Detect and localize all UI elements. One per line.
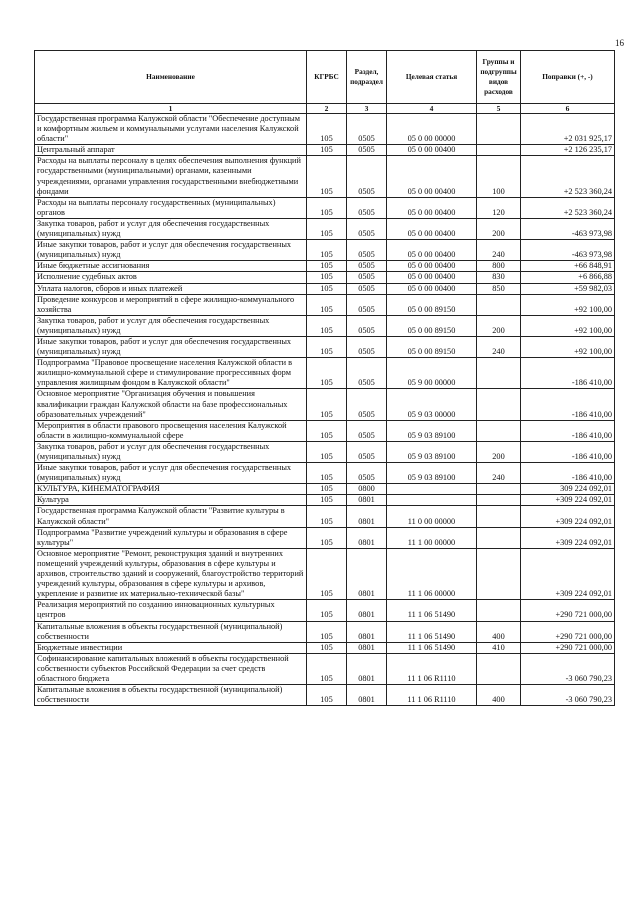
- cell-amendment: +309 224 092,01: [521, 506, 615, 527]
- cell-section: 0801: [347, 685, 387, 706]
- table-row: [35, 389, 615, 420]
- cell-kgrbs: 105: [307, 548, 347, 599]
- cell-expense-group: 100: [477, 156, 521, 197]
- cell-kgrbs: 105: [307, 653, 347, 684]
- table-row: [35, 621, 615, 642]
- cell-amendment: -3 060 790,23: [521, 653, 615, 684]
- cell-amendment: +290 721 000,00: [521, 642, 615, 653]
- cell-section: 0801: [347, 548, 387, 599]
- table-row: [35, 495, 615, 506]
- cell-amendment: +2 126 235,17: [521, 145, 615, 156]
- cell-target-article: 05 9 00 00000: [387, 358, 477, 389]
- table-row: [35, 506, 615, 527]
- cell-target-article: 11 1 06 R1110: [387, 653, 477, 684]
- cell-name: Закупка товаров, работ и услуг для обеспечения государственных (муниципальных) нужд: [35, 315, 307, 336]
- cell-amendment: -186 410,00: [521, 463, 615, 484]
- column-number: 1: [35, 104, 307, 114]
- header-section: Раздел, подраздел: [347, 51, 387, 104]
- cell-name: Государственная программа Калужской области "Обеспечение доступным и комфортным жильем и коммунальными услугами населения Калужской области": [35, 114, 307, 145]
- table-row: [35, 600, 615, 621]
- table-row: [35, 272, 615, 283]
- cell-target-article: 05 0 00 89150: [387, 315, 477, 336]
- cell-expense-group: 830: [477, 272, 521, 283]
- column-number: 4: [387, 104, 477, 114]
- cell-target-article: 05 0 00 00400: [387, 156, 477, 197]
- cell-name: Иные закупки товаров, работ и услуг для обеспечения государственных (муниципальных) нужд: [35, 463, 307, 484]
- cell-name: Основное мероприятие "Ремонт, реконструкция зданий и внутренних помещений учреждений культуры, образования в сфере культуры и архивов, строительство зданий и сооружений, благоустройство территорий учреждений культуры, образования в сфере культуры и архивов, укрепление и развитие их материально-технической базы": [35, 548, 307, 599]
- cell-target-article: [387, 484, 477, 495]
- cell-amendment: -186 410,00: [521, 389, 615, 420]
- cell-expense-group: [477, 145, 521, 156]
- cell-name: Капитальные вложения в объекты государственной (муниципальной) собственности: [35, 685, 307, 706]
- cell-target-article: 11 1 06 51490: [387, 600, 477, 621]
- cell-name: Основное мероприятие "Организация обучения и повышения квалификации граждан Калужской области на базе профессиональных образовательных учреждений": [35, 389, 307, 420]
- cell-target-article: 11 1 00 00000: [387, 527, 477, 548]
- cell-expense-group: [477, 484, 521, 495]
- cell-target-article: [387, 495, 477, 506]
- cell-section: 0801: [347, 600, 387, 621]
- cell-expense-group: 400: [477, 621, 521, 642]
- cell-name: Исполнение судебных актов: [35, 272, 307, 283]
- cell-amendment: +309 224 092,01: [521, 548, 615, 599]
- table-row: [35, 653, 615, 684]
- cell-amendment: +92 100,00: [521, 315, 615, 336]
- cell-amendment: +309 224 092,01: [521, 527, 615, 548]
- cell-kgrbs: 105: [307, 600, 347, 621]
- table-row: [35, 527, 615, 548]
- cell-name: Капитальные вложения в объекты государственной (муниципальной) собственности: [35, 621, 307, 642]
- cell-section: 0505: [347, 272, 387, 283]
- cell-expense-group: 410: [477, 642, 521, 653]
- cell-name: Подпрограмма "Правовое просвещение населения Калужской области в жилищно-коммунальной сфере и стимулирование прогрессивных форм управления жилищным фондом в Калужской области": [35, 358, 307, 389]
- table-row: [35, 261, 615, 272]
- cell-amendment: -186 410,00: [521, 358, 615, 389]
- cell-expense-group: 120: [477, 197, 521, 218]
- cell-section: 0505: [347, 156, 387, 197]
- cell-section: 0800: [347, 484, 387, 495]
- cell-name: КУЛЬТУРА, КИНЕМАТОГРАФИЯ: [35, 484, 307, 495]
- cell-name: Бюджетные инвестиции: [35, 642, 307, 653]
- cell-target-article: 05 0 00 00400: [387, 283, 477, 294]
- cell-section: 0505: [347, 240, 387, 261]
- table-row: [35, 420, 615, 441]
- cell-kgrbs: 105: [307, 495, 347, 506]
- cell-amendment: +2 031 925,17: [521, 114, 615, 145]
- cell-target-article: 11 1 06 R1110: [387, 685, 477, 706]
- cell-target-article: 05 0 00 00400: [387, 261, 477, 272]
- cell-expense-group: [477, 114, 521, 145]
- cell-kgrbs: 105: [307, 114, 347, 145]
- cell-section: 0505: [347, 358, 387, 389]
- cell-target-article: 05 9 03 89100: [387, 441, 477, 462]
- cell-section: 0505: [347, 114, 387, 145]
- cell-amendment: -463 973,98: [521, 218, 615, 239]
- cell-expense-group: 800: [477, 261, 521, 272]
- cell-section: 0801: [347, 642, 387, 653]
- cell-expense-group: 200: [477, 315, 521, 336]
- cell-kgrbs: 105: [307, 283, 347, 294]
- cell-name: Расходы на выплаты персоналу в целях обеспечения выполнения функций государственными (муниципальными) органами, казенными учреждениями, органами управления государственными внебюджетными фондами: [35, 156, 307, 197]
- table-row: [35, 218, 615, 239]
- cell-section: 0505: [347, 441, 387, 462]
- cell-target-article: 05 0 00 00000: [387, 114, 477, 145]
- cell-kgrbs: 105: [307, 197, 347, 218]
- table-row: [35, 548, 615, 599]
- cell-expense-group: [477, 389, 521, 420]
- cell-name: Иные бюджетные ассигнования: [35, 261, 307, 272]
- page-number: 16: [615, 38, 624, 48]
- cell-amendment: +92 100,00: [521, 294, 615, 315]
- cell-name: Иные закупки товаров, работ и услуг для обеспечения государственных (муниципальных) нужд: [35, 336, 307, 357]
- cell-kgrbs: 105: [307, 336, 347, 357]
- cell-expense-group: 400: [477, 685, 521, 706]
- cell-amendment: -186 410,00: [521, 420, 615, 441]
- table-row: [35, 315, 615, 336]
- cell-kgrbs: 105: [307, 240, 347, 261]
- cell-name: Проведение конкурсов и мероприятий в сфере жилищно-коммунального хозяйства: [35, 294, 307, 315]
- cell-kgrbs: 105: [307, 272, 347, 283]
- cell-section: 0505: [347, 218, 387, 239]
- cell-section: 0505: [347, 294, 387, 315]
- cell-target-article: 05 0 00 89150: [387, 336, 477, 357]
- header-amendments: Поправки (+, -): [521, 51, 615, 104]
- column-number: 2: [307, 104, 347, 114]
- cell-target-article: 05 0 00 00400: [387, 272, 477, 283]
- cell-expense-group: [477, 495, 521, 506]
- cell-section: 0505: [347, 197, 387, 218]
- cell-amendment: +309 224 092,01: [521, 495, 615, 506]
- cell-name: Культура: [35, 495, 307, 506]
- cell-expense-group: [477, 527, 521, 548]
- table-row: [35, 156, 615, 197]
- table-row: [35, 145, 615, 156]
- cell-expense-group: [477, 294, 521, 315]
- cell-kgrbs: 105: [307, 389, 347, 420]
- cell-target-article: 05 9 03 89100: [387, 420, 477, 441]
- cell-target-article: 05 0 00 00400: [387, 197, 477, 218]
- cell-amendment: +6 866,88: [521, 272, 615, 283]
- cell-expense-group: 240: [477, 240, 521, 261]
- cell-kgrbs: 105: [307, 315, 347, 336]
- cell-amendment: +2 523 360,24: [521, 156, 615, 197]
- cell-name: Закупка товаров, работ и услуг для обеспечения государственных (муниципальных) нужд: [35, 441, 307, 462]
- cell-section: 0801: [347, 621, 387, 642]
- cell-section: 0505: [347, 336, 387, 357]
- cell-section: 0801: [347, 495, 387, 506]
- cell-target-article: 05 9 03 00000: [387, 389, 477, 420]
- cell-amendment: 309 224 092,01: [521, 484, 615, 495]
- cell-name: Иные закупки товаров, работ и услуг для обеспечения государственных (муниципальных) нужд: [35, 240, 307, 261]
- budget-amendments-table: [34, 50, 615, 706]
- cell-name: Расходы на выплаты персоналу государственных (муниципальных) органов: [35, 197, 307, 218]
- cell-expense-group: 200: [477, 441, 521, 462]
- cell-kgrbs: 105: [307, 621, 347, 642]
- table-row: [35, 358, 615, 389]
- table-row: [35, 294, 615, 315]
- cell-kgrbs: 105: [307, 642, 347, 653]
- cell-section: 0505: [347, 283, 387, 294]
- header-target-article: Целевая статья: [387, 51, 477, 104]
- cell-section: 0505: [347, 389, 387, 420]
- header-expense-group: Группы и подгруппы видов расходов: [477, 51, 521, 104]
- table-header-row: [35, 51, 615, 104]
- cell-target-article: 11 1 06 51490: [387, 642, 477, 653]
- cell-amendment: +290 721 000,00: [521, 621, 615, 642]
- cell-kgrbs: 105: [307, 294, 347, 315]
- cell-name: Реализация мероприятий по созданию инновационных культурных центров: [35, 600, 307, 621]
- table-row: [35, 463, 615, 484]
- cell-section: 0505: [347, 420, 387, 441]
- cell-name: Мероприятия в области правового просвещения населения Калужской области в жилищно-коммунальной сфере: [35, 420, 307, 441]
- cell-target-article: 05 0 00 00400: [387, 240, 477, 261]
- cell-name: Подпрограмма "Развитие учреждений культуры и образования в сфере культуры": [35, 527, 307, 548]
- cell-target-article: 05 0 00 00400: [387, 218, 477, 239]
- table-row: [35, 484, 615, 495]
- cell-amendment: +59 982,03: [521, 283, 615, 294]
- table-body: [35, 114, 615, 706]
- cell-expense-group: [477, 358, 521, 389]
- cell-section: 0505: [347, 315, 387, 336]
- table-row: [35, 283, 615, 294]
- cell-name: Уплата налогов, сборов и иных платежей: [35, 283, 307, 294]
- cell-section: 0505: [347, 463, 387, 484]
- cell-kgrbs: 105: [307, 358, 347, 389]
- cell-section: 0801: [347, 527, 387, 548]
- cell-target-article: 05 9 03 89100: [387, 463, 477, 484]
- table-row: [35, 642, 615, 653]
- cell-kgrbs: 105: [307, 527, 347, 548]
- cell-name: Софинансирование капитальных вложений в объекты государственной собственности субъектов Российской Федерации за счет средств областного бюджета: [35, 653, 307, 684]
- cell-kgrbs: 105: [307, 506, 347, 527]
- cell-kgrbs: 105: [307, 463, 347, 484]
- cell-amendment: -3 060 790,23: [521, 685, 615, 706]
- table-row: [35, 441, 615, 462]
- table-row: [35, 240, 615, 261]
- cell-kgrbs: 105: [307, 441, 347, 462]
- cell-target-article: 11 1 06 00000: [387, 548, 477, 599]
- column-number: 3: [347, 104, 387, 114]
- table-row: [35, 336, 615, 357]
- cell-expense-group: 240: [477, 463, 521, 484]
- cell-section: 0505: [347, 261, 387, 272]
- cell-amendment: +66 848,91: [521, 261, 615, 272]
- cell-target-article: 11 0 00 00000: [387, 506, 477, 527]
- cell-expense-group: 240: [477, 336, 521, 357]
- cell-target-article: 05 0 00 89150: [387, 294, 477, 315]
- cell-amendment: -463 973,98: [521, 240, 615, 261]
- table-row: [35, 114, 615, 145]
- cell-kgrbs: 105: [307, 145, 347, 156]
- table-row: [35, 197, 615, 218]
- cell-kgrbs: 105: [307, 261, 347, 272]
- cell-expense-group: [477, 600, 521, 621]
- cell-kgrbs: 105: [307, 484, 347, 495]
- header-name: Наименование: [35, 51, 307, 104]
- cell-kgrbs: 105: [307, 218, 347, 239]
- cell-target-article: 11 1 06 51490: [387, 621, 477, 642]
- cell-amendment: +290 721 000,00: [521, 600, 615, 621]
- cell-name: Государственная программа Калужской области "Развитие культуры в Калужской области": [35, 506, 307, 527]
- cell-expense-group: [477, 506, 521, 527]
- cell-name: Центральный аппарат: [35, 145, 307, 156]
- cell-expense-group: [477, 653, 521, 684]
- column-numbers-row: [35, 104, 615, 114]
- cell-section: 0801: [347, 506, 387, 527]
- cell-kgrbs: 105: [307, 156, 347, 197]
- cell-amendment: +92 100,00: [521, 336, 615, 357]
- cell-name: Закупка товаров, работ и услуг для обеспечения государственных (муниципальных) нужд: [35, 218, 307, 239]
- cell-expense-group: [477, 420, 521, 441]
- cell-expense-group: 200: [477, 218, 521, 239]
- cell-amendment: -186 410,00: [521, 441, 615, 462]
- cell-kgrbs: 105: [307, 420, 347, 441]
- cell-section: 0505: [347, 145, 387, 156]
- column-number: 6: [521, 104, 615, 114]
- cell-amendment: +2 523 360,24: [521, 197, 615, 218]
- table-row: [35, 685, 615, 706]
- cell-expense-group: [477, 548, 521, 599]
- header-kgrbs: КГРБС: [307, 51, 347, 104]
- cell-kgrbs: 105: [307, 685, 347, 706]
- column-number: 5: [477, 104, 521, 114]
- cell-section: 0801: [347, 653, 387, 684]
- cell-target-article: 05 0 00 00400: [387, 145, 477, 156]
- cell-expense-group: 850: [477, 283, 521, 294]
